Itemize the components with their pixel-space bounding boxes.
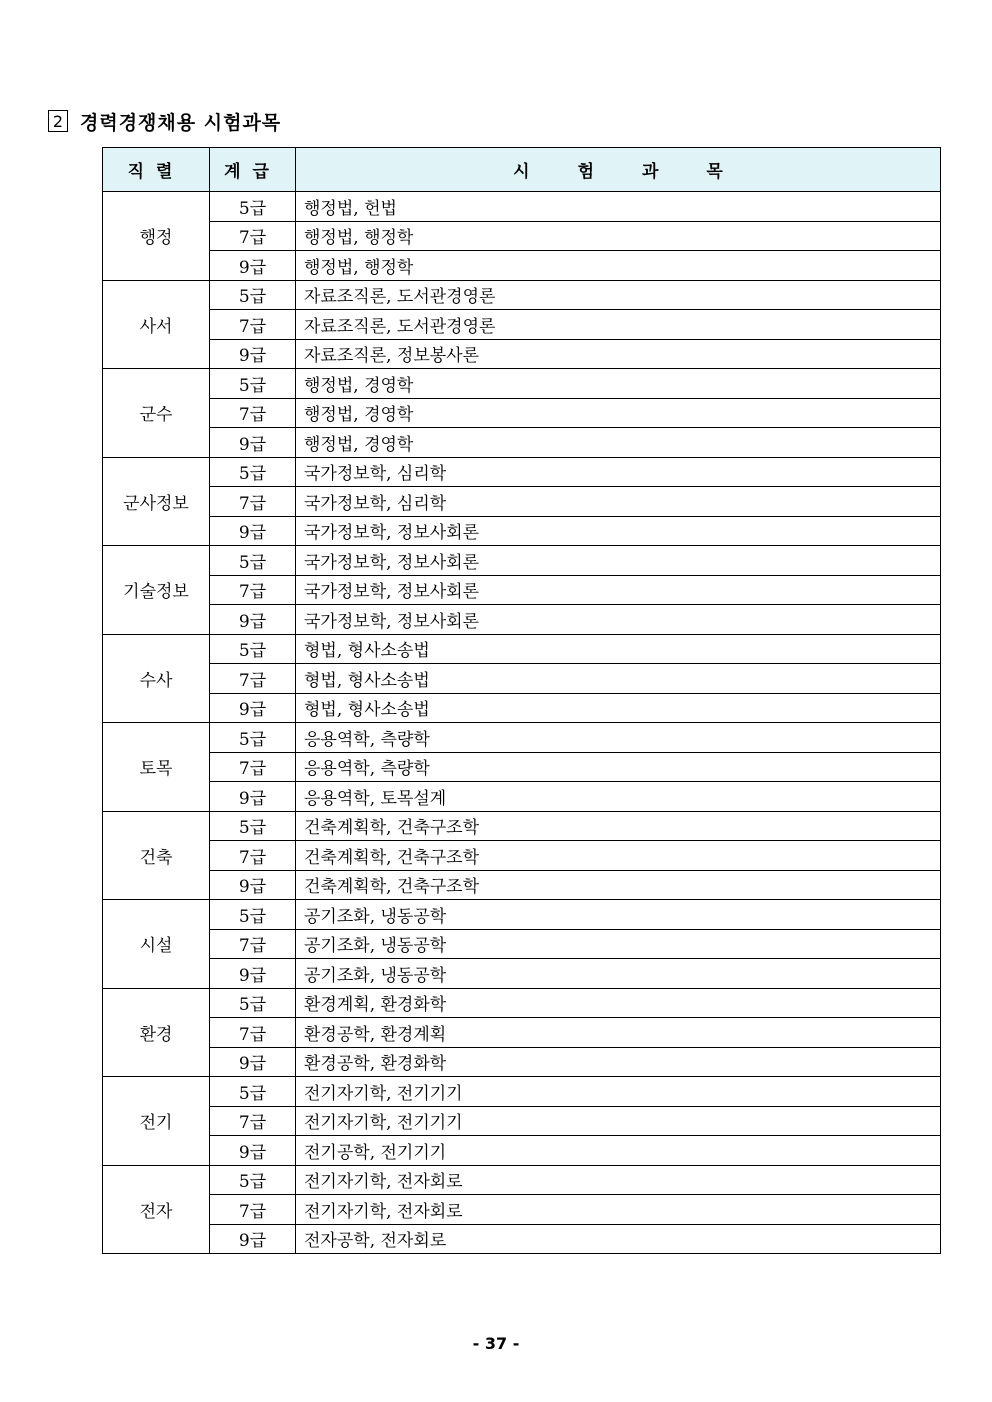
table-body [103,192,941,1254]
subjects-cell: 전기자기학, 전기기기 [296,1077,941,1107]
subjects-cell: 국가정보학, 심리학 [296,457,941,487]
grade-cell: 9급 [210,1047,296,1077]
subjects-cell: 전기자기학, 전기기기 [296,1106,941,1136]
table-row [103,487,941,517]
subjects-cell: 응용역학, 측량학 [296,752,941,782]
table-row [103,634,941,664]
table-row [103,310,941,340]
subjects-cell: 국가정보학, 정보사회론 [296,546,941,576]
job-cell: 행정 [103,192,210,281]
subjects-cell: 행정법, 경영학 [296,369,941,399]
table-row [103,457,941,487]
subjects-cell: 행정법, 경영학 [296,428,941,458]
subjects-cell: 국가정보학, 정보사회론 [296,605,941,635]
grade-cell: 9급 [210,870,296,900]
subjects-cell: 전기자기학, 전자회로 [296,1165,941,1195]
subjects-cell: 자료조직론, 정보봉사론 [296,339,941,369]
subjects-cell: 국가정보학, 심리학 [296,487,941,517]
header-job: 직렬 [103,148,210,192]
grade-cell: 5급 [210,546,296,576]
subjects-cell: 행정법, 경영학 [296,398,941,428]
table-row [103,516,941,546]
table-row [103,251,941,281]
grade-cell: 9급 [210,693,296,723]
subjects-cell: 환경공학, 환경계획 [296,1018,941,1048]
table-row [103,723,941,753]
subjects-cell: 건축계획학, 건축구조학 [296,870,941,900]
grade-cell: 5급 [210,811,296,841]
subjects-cell: 건축계획학, 건축구조학 [296,811,941,841]
section-title: 경력경쟁채용 시험과목 [80,111,282,134]
table-row [103,988,941,1018]
grade-cell: 5급 [210,988,296,1018]
grade-cell: 9급 [210,959,296,989]
table-row [103,280,941,310]
table-row [103,398,941,428]
grade-cell: 9급 [210,516,296,546]
table-row [103,575,941,605]
table-row [103,369,941,399]
job-cell: 수사 [103,634,210,723]
job-cell: 건축 [103,811,210,900]
page-number: - 37 - [472,1334,520,1353]
table-row [103,811,941,841]
table-row [103,1018,941,1048]
grade-cell: 9급 [210,339,296,369]
job-cell: 토목 [103,723,210,812]
subjects-cell: 행정법, 행정학 [296,251,941,281]
subjects-cell: 국가정보학, 정보사회론 [296,516,941,546]
subjects-cell: 전기공학, 전기기기 [296,1136,941,1166]
subjects-cell: 건축계획학, 건축구조학 [296,841,941,871]
table-row [103,959,941,989]
grade-cell: 7급 [210,221,296,251]
job-cell: 시설 [103,900,210,989]
subjects-cell: 형법, 형사소송법 [296,634,941,664]
grade-cell: 7급 [210,310,296,340]
table-row [103,841,941,871]
subjects-cell: 환경계획, 환경화학 [296,988,941,1018]
grade-cell: 9급 [210,1224,296,1254]
table-row [103,1195,941,1225]
grade-cell: 5급 [210,280,296,310]
grade-cell: 5급 [210,1077,296,1107]
grade-cell: 7급 [210,575,296,605]
subjects-cell: 형법, 형사소송법 [296,693,941,723]
table-row [103,1106,941,1136]
header-grade: 계급 [210,148,296,192]
grade-cell: 7급 [210,487,296,517]
grade-cell: 5급 [210,192,296,222]
header-subjects: 시험과목 [296,148,941,192]
grade-cell: 5급 [210,457,296,487]
subjects-cell: 행정법, 헌법 [296,192,941,222]
grade-cell: 9급 [210,605,296,635]
subjects-cell: 전기자기학, 전자회로 [296,1195,941,1225]
table-row [103,339,941,369]
subjects-cell: 전자공학, 전자회로 [296,1224,941,1254]
grade-cell: 5급 [210,369,296,399]
subjects-cell: 행정법, 행정학 [296,221,941,251]
subjects-cell: 공기조화, 냉동공학 [296,929,941,959]
subjects-cell: 국가정보학, 정보사회론 [296,575,941,605]
exam-subjects-table [102,147,941,1254]
job-cell: 군수 [103,369,210,458]
table-row [103,1136,941,1166]
table-row [103,1224,941,1254]
table-row [103,929,941,959]
grade-cell: 5급 [210,900,296,930]
table-header-row [103,148,941,192]
section-number-box: 2 [48,110,68,132]
subjects-cell: 형법, 형사소송법 [296,664,941,694]
job-cell: 기술정보 [103,546,210,635]
grade-cell: 5급 [210,723,296,753]
grade-cell: 7급 [210,841,296,871]
subjects-cell: 공기조화, 냉동공학 [296,959,941,989]
grade-cell: 7급 [210,398,296,428]
table-row [103,192,941,222]
subjects-cell: 응용역학, 측량학 [296,723,941,753]
table-row [103,428,941,458]
subjects-cell: 환경공학, 환경화학 [296,1047,941,1077]
grade-cell: 7급 [210,752,296,782]
subjects-cell: 자료조직론, 도서관경영론 [296,280,941,310]
grade-cell: 7급 [210,1106,296,1136]
grade-cell: 5급 [210,1165,296,1195]
grade-cell: 5급 [210,634,296,664]
grade-cell: 7급 [210,664,296,694]
section-heading [48,106,281,136]
table-row [103,693,941,723]
table-row [103,870,941,900]
table-row [103,1077,941,1107]
job-cell: 전기 [103,1077,210,1166]
table-row [103,1047,941,1077]
grade-cell: 9급 [210,428,296,458]
table-row [103,221,941,251]
subjects-cell: 공기조화, 냉동공학 [296,900,941,930]
grade-cell: 7급 [210,929,296,959]
table-row [103,605,941,635]
job-cell: 전자 [103,1165,210,1254]
table-row [103,546,941,576]
table-row [103,900,941,930]
table-row [103,1165,941,1195]
table-row [103,782,941,812]
job-cell: 환경 [103,988,210,1077]
subjects-cell: 자료조직론, 도서관경영론 [296,310,941,340]
grade-cell: 9급 [210,782,296,812]
grade-cell: 9급 [210,251,296,281]
grade-cell: 7급 [210,1195,296,1225]
grade-cell: 9급 [210,1136,296,1166]
subjects-cell: 응용역학, 토목설계 [296,782,941,812]
table-row [103,752,941,782]
table-row [103,664,941,694]
job-cell: 사서 [103,280,210,369]
job-cell: 군사정보 [103,457,210,546]
grade-cell: 7급 [210,1018,296,1048]
